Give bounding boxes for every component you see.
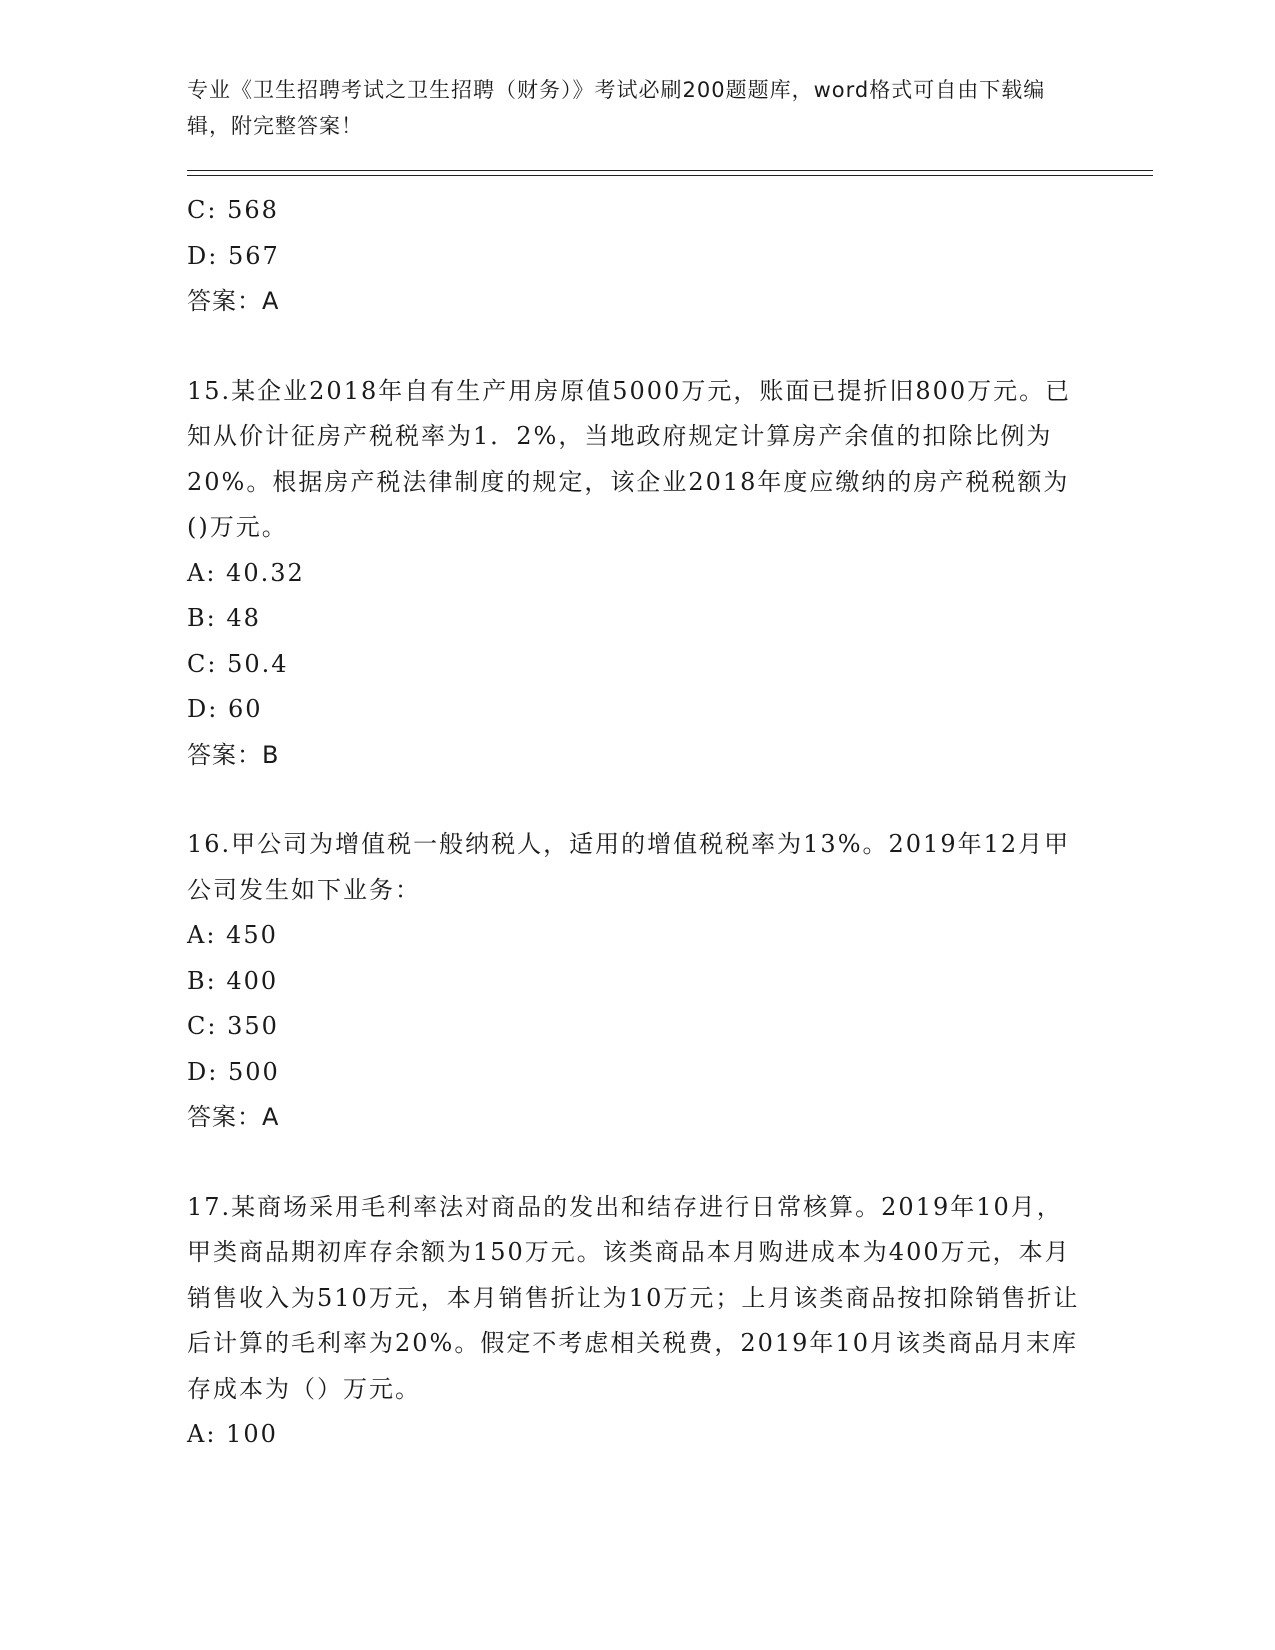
question-block-15: [187, 369, 1087, 779]
question-block-prev: [187, 188, 1087, 325]
option-d: D: 500: [187, 1057, 280, 1086]
header-rule: [187, 175, 1153, 176]
option-c: C: 350: [187, 1012, 279, 1040]
question-text: 17.某商场采用毛利率法对商品的发出和结存进行日常核算。2019年10月，甲类商品期初库存余额为150万元。该类商品本月购进成本为400万元，本月销售收入为510万元，本月销售折让为10万元；上月该类商品按扣除销售折让后计算的毛利率为20%。假定不考虑相关税费，2019年10月该类商品月末库存成本为（）万元。: [187, 1192, 1080, 1403]
document-header: [187, 72, 1067, 144]
option-a: A: 40.32: [187, 558, 305, 587]
answer-line: 答案：A: [187, 1103, 280, 1131]
option-c: C: 568: [187, 196, 279, 224]
option-b: B: 48: [187, 604, 261, 632]
option-d: D: 60: [187, 695, 263, 723]
option-b: B: 400: [187, 966, 279, 995]
question-block-17: [187, 1185, 1087, 1458]
question-text: 16.甲公司为增值税一般纳税人，适用的增值税税率为13%。2019年12月甲公司发生如下业务：: [187, 830, 1071, 904]
header-text: 专业《卫生招聘考试之卫生招聘（财务）》考试必刷200题题库，word格式可自由下载编辑，附完整答案！: [187, 78, 1046, 138]
question-block-16: [187, 822, 1087, 1141]
option-c: C: 50.4: [187, 649, 289, 678]
option-a: A: 100: [187, 1420, 278, 1448]
answer-line: 答案：A: [187, 287, 280, 315]
header-rule: [187, 170, 1153, 171]
spacer: [187, 325, 1087, 369]
option-a: A: 450: [187, 921, 278, 949]
spacer: [187, 778, 1087, 822]
document-body: [187, 188, 1087, 1458]
option-d: D: 567: [187, 241, 280, 270]
answer-line: 答案：B: [187, 740, 280, 769]
spacer: [187, 1141, 1087, 1185]
question-text: 15.某企业2018年自有生产用房原值5000万元，账面已提折旧800万元。已知从价计征房产税税率为1．2%，当地政府规定计算房产余值的扣除比例为20%。根据房产税法律制度的规定，该企业2018年度应缴纳的房产税税额为()万元。: [187, 376, 1072, 541]
